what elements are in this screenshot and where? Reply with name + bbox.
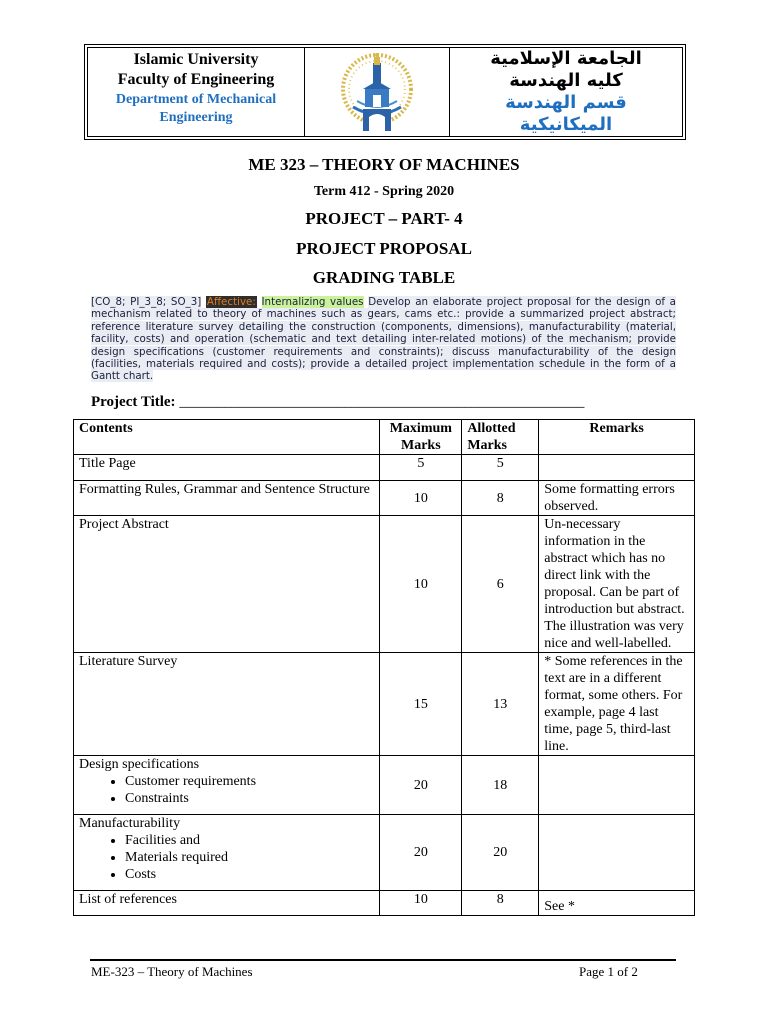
project-title-line	[91, 394, 584, 411]
outcome-codes: [CO_8; PI_3_8; SO_3]	[91, 296, 202, 308]
letterhead	[84, 44, 686, 140]
list-item: • Materials required	[125, 849, 374, 866]
row-content: List of references	[74, 891, 380, 916]
department-name-en-1: Department of Mechanical	[115, 92, 277, 107]
row-remarks: * Some references in the text are in a different format, some others. For example, page 4 last time, page 5, third-last line.	[539, 653, 695, 756]
row-remarks	[539, 455, 695, 481]
table-row	[74, 756, 695, 815]
letterhead-arabic	[450, 48, 682, 136]
outcome-text: Develop an elaborate project proposal for the design of a mechanism related to theory of machines such as gears, cams etc.: provide a summarized project abstract; reference literature survey detailing the construction (components, dimensions), manufacturability (material, facility, costs) and operation (schematic and text detailing inter-related motions) of the mechanism; provide design specifications (customer requirements and constraints); discuss manufacturability of the design (facilities, materials required and costs); provide a detailed project implementation schedule in the form of a Gantt chart.	[91, 296, 676, 383]
row-allotted: 18	[462, 756, 539, 815]
list-item: • Facilities and	[125, 832, 374, 849]
row-content: Title Page	[74, 455, 380, 481]
row-remarks	[539, 756, 695, 815]
row-content: Literature Survey	[74, 653, 380, 756]
affective-tag: Affective:	[206, 296, 256, 308]
row-max: 20	[380, 756, 462, 815]
proposal-title: PROJECT PROPOSAL	[296, 239, 472, 258]
row-content: Manufacturability • Facilities and • Materials required • Costs	[74, 815, 380, 891]
row-content: Formatting Rules, Grammar and Sentence Structure	[74, 481, 380, 516]
university-emblem-icon	[305, 48, 450, 136]
row-allotted: 8	[462, 481, 539, 516]
project-part-title: PROJECT – PART- 4	[305, 209, 463, 228]
footer-course: ME-323 – Theory of Machines	[91, 964, 253, 979]
table-row	[74, 455, 695, 481]
row-max: 15	[380, 653, 462, 756]
outcome-description	[91, 296, 676, 383]
row-allotted: 13	[462, 653, 539, 756]
header-contents: Contents	[74, 420, 380, 455]
row-allotted: 6	[462, 516, 539, 653]
table-row	[74, 653, 695, 756]
row-remarks: See *	[539, 891, 695, 916]
grading-title: GRADING TABLE	[312, 268, 456, 287]
table-row	[74, 481, 695, 516]
list-item: • Costs	[125, 866, 374, 883]
footer-page-number: Page 1 of 2	[579, 964, 638, 979]
row-allotted: 20	[462, 815, 539, 891]
header-max-marks: Maximum Marks	[380, 420, 462, 455]
table-row	[74, 516, 695, 653]
row-max: 10	[380, 481, 462, 516]
row-remarks: Un-necessary information in the abstract which has no direct link with the proposal. Can be part of introduction but abstract. The illustration was very nice and well-labelled.	[539, 516, 695, 653]
footer-divider	[90, 959, 676, 961]
row-remarks: Some formatting errors observed.	[539, 481, 695, 516]
row-content: Project Abstract	[74, 516, 380, 653]
level-tag: Internalizing values	[261, 296, 364, 308]
list-item: • Constraints	[125, 790, 374, 807]
table-row	[74, 815, 695, 891]
header-remarks: Remarks	[539, 420, 695, 455]
table-row	[74, 891, 695, 916]
header-allotted-marks: Allotted Marks	[462, 420, 539, 455]
term-label: Term 412 - Spring 2020	[313, 184, 455, 199]
row-max: 5	[380, 455, 462, 481]
letterhead-english	[88, 48, 305, 136]
project-title-blank: ______________________________________________________	[179, 394, 585, 410]
list-item: • Customer requirements	[125, 773, 374, 790]
row-allotted: 5	[462, 455, 539, 481]
course-title: ME 323 – THEORY OF MACHINES	[248, 155, 520, 174]
row-max: 20	[380, 815, 462, 891]
department-name-ar-2: الميكانيكية	[519, 114, 613, 135]
table-header-row	[74, 420, 695, 455]
row-max: 10	[380, 516, 462, 653]
row-allotted: 8	[462, 891, 539, 916]
row-remarks	[539, 815, 695, 891]
university-name-ar: الجامعة الإسلامية	[490, 48, 642, 69]
university-name-en: Islamic University	[133, 51, 259, 68]
grading-table	[73, 419, 695, 916]
faculty-name-en: Faculty of Engineering	[117, 71, 275, 88]
department-name-en-2: Engineering	[159, 110, 233, 125]
row-max: 10	[380, 891, 462, 916]
row-content: Design specifications • Customer requirements • Constraints	[74, 756, 380, 815]
department-name-ar-1: قسم الهندسة	[505, 92, 627, 113]
project-title-label: Project Title:	[91, 394, 176, 410]
faculty-name-ar: كليه الهندسة	[509, 70, 623, 91]
